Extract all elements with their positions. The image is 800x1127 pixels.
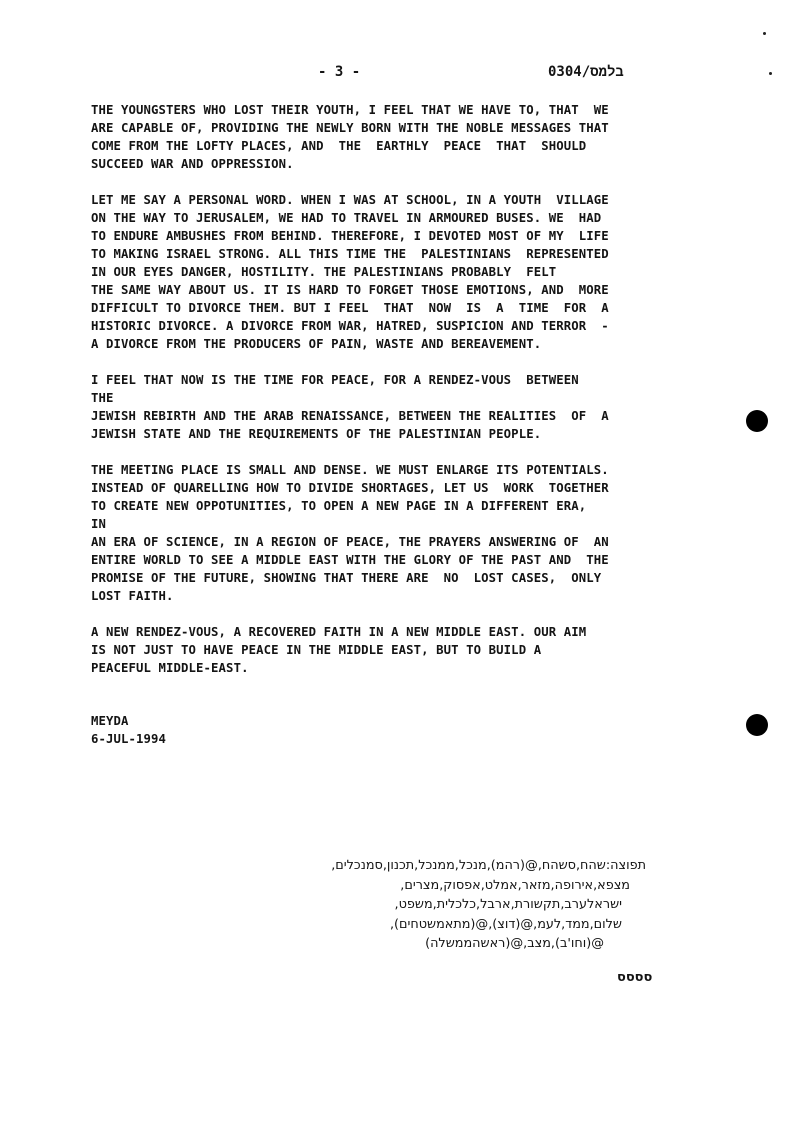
text-line: COME FROM THE LOFTY PLACES, AND THE EARTHLY PEACE THAT SHOULD — [91, 139, 587, 153]
text-line: I FEEL THAT NOW IS THE TIME FOR PEACE, FOR A RENDEZ-VOUS BETWEEN — [91, 373, 579, 387]
text-line: ARE CAPABLE OF, PROVIDING THE NEWLY BORN WITH THE NOBLE MESSAGES THAT — [91, 121, 609, 135]
distribution-line: ישראלערב,תקשורת,ארבל,כלכלית,משפט, — [394, 897, 622, 912]
end-mark: סססס — [617, 970, 653, 985]
punch-hole — [746, 410, 768, 432]
text-line: PEACEFUL MIDDLE-EAST. — [91, 661, 249, 675]
text-line: A DIVORCE FROM THE PRODUCERS OF PAIN, WASTE AND BEREAVEMENT. — [91, 337, 542, 351]
text-line: HISTORIC DIVORCE. A DIVORCE FROM WAR, HATRED, SUSPICION AND TERROR - — [91, 319, 609, 333]
body-text — [91, 101, 661, 695]
text-line: A NEW RENDEZ-VOUS, A RECOVERED FAITH IN A NEW MIDDLE EAST. OUR AIM — [91, 625, 587, 639]
text-line: ON THE WAY TO JERUSALEM, WE HAD TO TRAVEL IN ARMOURED BUSES. WE HAD — [91, 211, 602, 225]
text-line: JEWISH REBIRTH AND THE ARAB RENAISSANCE, BETWEEN THE REALITIES OF A — [91, 409, 609, 423]
text-line: SUCCEED WAR AND OPPRESSION. — [91, 157, 294, 171]
paragraph-1 — [91, 101, 661, 173]
text-line: THE MEETING PLACE IS SMALL AND DENSE. WE MUST ENLARGE ITS POTENTIALS. — [91, 463, 609, 477]
paragraph-3 — [91, 371, 661, 443]
signature-block — [91, 712, 166, 748]
signature-date: 6-JUL-1994 — [91, 732, 167, 746]
distribution-line: שלום,ממד,לעמ,@(דוצ),@(מתאמשטחים), — [389, 916, 622, 932]
distribution-line: @(וחו'ב),מצב,@(ראשהממשלה) — [425, 936, 604, 951]
text-line: THE SAME WAY ABOUT US. IT IS HARD TO FORGET THOSE EMOTIONS, AND MORE — [91, 283, 609, 297]
text-line: THE — [91, 391, 114, 405]
text-line: IN OUR EYES DANGER, HOSTILITY. THE PALESTINIANS PROBABLY FELT — [91, 265, 557, 279]
text-line: TO MAKING ISRAEL STRONG. ALL THIS TIME THE PALESTINIANS REPRESENTED — [91, 247, 609, 261]
text-line: IS NOT JUST TO HAVE PEACE IN THE MIDDLE EAST, BUT TO BUILD A — [91, 643, 542, 657]
distribution-line: תפוצה:שהח,סשהח,@(רהמ),מנכל,ממנכל,תכנון,סמנכלים, — [331, 858, 646, 873]
text-line: TO CREATE NEW OPPOTUNITIES, TO OPEN A NEW PAGE IN A DIFFERENT ERA, — [91, 499, 587, 513]
text-line: PROMISE OF THE FUTURE, SHOWING THAT THERE ARE NO LOST CASES, ONLY — [91, 571, 602, 585]
page-number: - 3 - — [318, 64, 361, 80]
text-line: DIFFICULT TO DIVORCE THEM. BUT I FEEL THAT NOW IS A TIME FOR A — [91, 301, 609, 315]
text-line: AN ERA OF SCIENCE, IN A REGION OF PEACE, THE PRAYERS ANSWERING OF AN — [91, 535, 609, 549]
text-line: ENTIRE WORLD TO SEE A MIDDLE EAST WITH THE GLORY OF THE PAST AND THE — [91, 553, 609, 567]
punch-hole — [746, 714, 768, 736]
document-code: בלמס/0304 — [548, 64, 624, 80]
paragraph-5 — [91, 623, 661, 677]
scan-speck — [769, 72, 772, 75]
paragraph-2 — [91, 191, 661, 353]
scan-speck — [763, 32, 766, 35]
distribution-line: מצפא,אירופה,מזאר,אמלט,אפסוק,מצרים, — [400, 877, 630, 893]
text-line: JEWISH STATE AND THE REQUIREMENTS OF THE PALESTINIAN PEOPLE. — [91, 427, 542, 441]
signature-name: MEYDA — [91, 714, 129, 728]
text-line: THE YOUNGSTERS WHO LOST THEIR YOUTH, I FEEL THAT WE HAVE TO, THAT WE — [91, 103, 609, 117]
distribution-list — [250, 856, 660, 954]
paragraph-4 — [91, 461, 661, 605]
text-line: TO ENDURE AMBUSHES FROM BEHIND. THEREFORE, I DEVOTED MOST OF MY LIFE — [91, 229, 609, 243]
text-line: INSTEAD OF QUARELLING HOW TO DIVIDE SHORTAGES, LET US WORK TOGETHER — [91, 481, 609, 495]
text-line: LET ME SAY A PERSONAL WORD. WHEN I WAS AT SCHOOL, IN A YOUTH VILLAGE — [91, 193, 609, 207]
text-line: LOST FAITH. — [91, 589, 174, 603]
text-line: IN — [91, 517, 107, 531]
